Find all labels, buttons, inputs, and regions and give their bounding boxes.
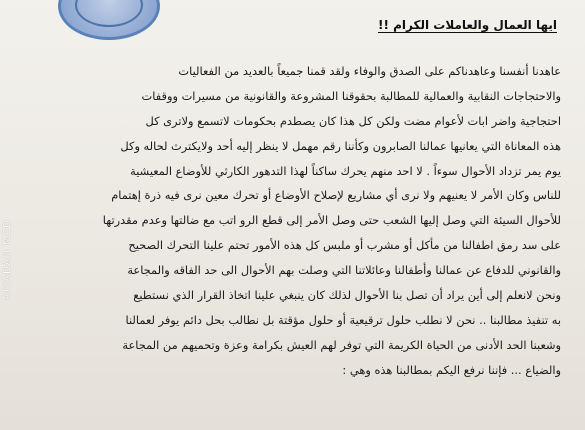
body-line: على سد رمق اطفالنا من مأكل أو مشرب أو ملبس كل هذه الأمور تحتم علينا التحرك الصحيح — [128, 238, 561, 253]
body-line: وشعبنا الحد الأدنى من الحياة الكريمة التي توفر لهم العيش بكرامة وعزة وتحميهم من المجاعة — [122, 337, 561, 352]
document-title-text: ايها العمال والعاملات الكرام !! — [378, 18, 557, 32]
body-line: للناس وكان الأمر لا يعنيهم ولا نرى أي مشاريع لإصلاح الأوضاع أو تحرك معين نرى فيه ذرة إهتمام — [111, 188, 561, 203]
organization-seal-logo — [58, 0, 160, 40]
body-line: به تنفيذ مطالبنا .. نحن لا نطلب حلول ترقيعية أو حلول مؤقتة بل نطالب بحل دائم يوفر لعمالنا — [125, 312, 561, 327]
body-line: هذه المعاناة التي يعانيها عمالنا الصابرون وكأننا رقم مهمل لا ينظر إليه أحد ولايكترث لحاله وكل — [120, 138, 561, 153]
watermark-text: AIYADAH MED — [2, 219, 13, 300]
body-line: احتجاجية واضر ابات لأعوام مضت ولكن كل هذا كان يصطدم بحكومات لاتسمع ولاترى كل — [145, 113, 561, 128]
document-title — [378, 18, 557, 32]
body-line: والضياع ... فإننا نرفع اليكم بمطالبنا هذه وهي : — [342, 362, 561, 377]
document-body — [28, 59, 561, 383]
body-line: ونحن لانعلم إلى أين يراد أن تصل بنا الأحوال لذلك كان ينبغي علينا اتخاذ القرار الذي نستطيع — [133, 288, 561, 303]
seal-inner-ring — [75, 0, 143, 27]
body-line: والاحتجاجات النقابية والعمالية للمطالبة بحقوقنا المشروعة والقانونية من مسيرات ووقفات — [141, 88, 561, 103]
body-line: والقانوني للدفاع عن عمالنا وأطفالنا وعائلاتنا التي وصلت بهم الأحوال الى حد الفاقه والمجاعة — [127, 263, 561, 278]
body-line: يوم يمر تزداد الأحوال سوءاً . لا احد منهم يحرك ساكناً لهذا التدهور الكارثي للأوضاع المعيشية — [130, 163, 561, 178]
body-line: عاهدنا أنفسنا وعاهدناكم على الصدق والوفاء ولقد قمنا جميعاً بالعديد من الفعاليات — [178, 64, 561, 78]
body-line: للأحوال السيئة التي وصل إليها الشعب حتى وصل الأمر إلى قطع الرو اتب مع ضالتها وعدم مقدرتها — [102, 213, 561, 228]
